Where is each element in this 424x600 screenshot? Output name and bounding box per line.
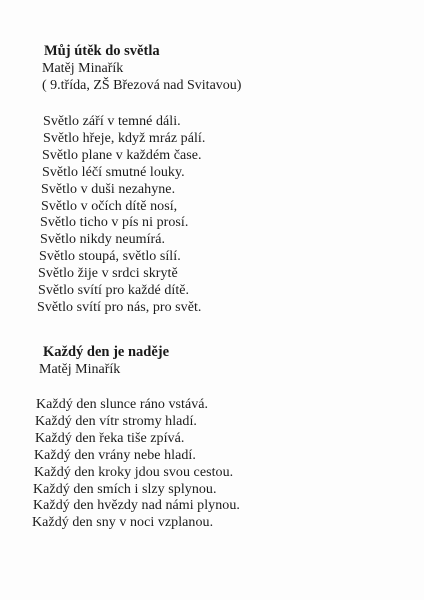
poem-verse: Světlo hřeje, když mráz pálí. (43, 130, 206, 146)
poem-1 (34, 42, 394, 317)
poem-verse: Každý den řeka tiše zpívá. (35, 430, 185, 446)
poem-verse: Světlo nikdy neumírá. (40, 232, 166, 248)
poem-title: Každý den je naděje (43, 344, 170, 360)
poem-verse: Světlo září v temné dáli. (43, 114, 181, 129)
poem-verse: Každý den sny v noci vzplanou. (32, 515, 214, 531)
poem-verse: Každý den hvězdy nad námi plynou. (33, 498, 240, 514)
poem-2 (33, 343, 393, 532)
poem-verse: Světlo stoupá, světlo sílí. (39, 249, 181, 265)
poem-verses (34, 114, 394, 317)
poem-verse: Každý den kroky jdou svou cestou. (34, 464, 234, 480)
poem-verse: Světlo plane v každém čase. (42, 147, 202, 163)
poem-title: Můj útěk do světla (44, 43, 160, 59)
poem-verse: Světlo léčí smutné louky. (42, 164, 185, 180)
poem-author: Matěj Minařík (39, 362, 121, 377)
poem-verse: Světlo v očích dítě nosí, (41, 198, 178, 214)
poem-author: Matěj Minařík (42, 61, 124, 76)
poem-verse: Světlo svítí pro každé dítě. (38, 283, 190, 299)
poem-author-school: ( 9.třída, ZŠ Březová nad Svitavou) (42, 78, 242, 93)
poem-verse: Každý den slunce ráno vstává. (36, 397, 209, 412)
poem-verse: Světlo svítí pro nás, pro svět. (37, 299, 202, 315)
poem-verse: Každý den vrány nebe hladí. (34, 447, 196, 463)
poem-verse: Světlo v duši nezahyne. (41, 181, 176, 197)
poem-verse: Každý den vítr stromy hladí. (35, 413, 197, 429)
poem-verse: Světlo žije v srdci skrytě (38, 266, 178, 282)
poem-verses (33, 397, 393, 532)
poem-verse: Každý den smích i slzy splynou. (33, 481, 217, 497)
poem-verse: Světlo ticho v pís ni prosí. (40, 215, 189, 231)
